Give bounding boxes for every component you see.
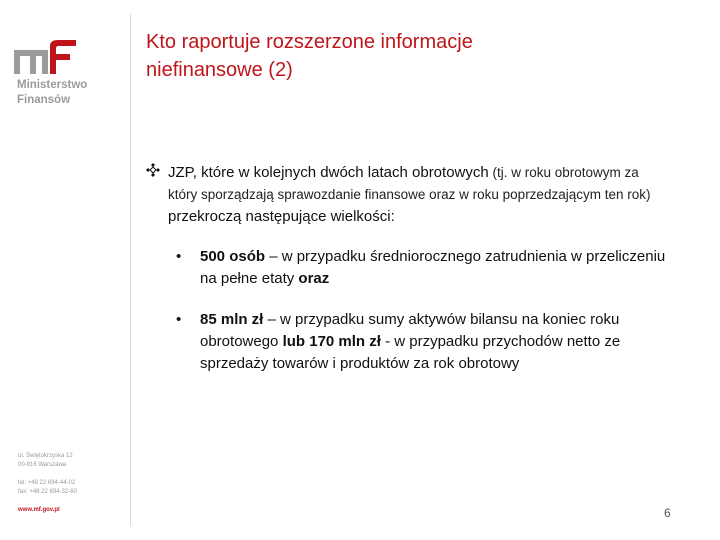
fax-line: fax: +48 22 694-32-60 xyxy=(18,489,77,495)
slide-title-line1: Kto raportuje rozszerzone informacje xyxy=(146,31,473,53)
sidebar-divider xyxy=(130,14,131,526)
intro-tail: przekroczą następujące wielkości: xyxy=(168,208,395,225)
contact-block xyxy=(18,452,77,497)
intro-lead: JZP, które w kolejnych dwóch latach obrotowych xyxy=(168,164,489,181)
address-line1: ul. Świętokrzyska 12 xyxy=(18,453,73,459)
threshold-employees: 500 osób xyxy=(200,248,266,265)
conjunction-oraz: oraz xyxy=(298,270,330,287)
slide-title xyxy=(146,28,666,84)
threshold-assets: 85 mln zł xyxy=(200,311,264,328)
sub-bullet-assets-text xyxy=(200,309,670,375)
sub-bullet-employment-text xyxy=(200,246,670,290)
ministry-name xyxy=(17,78,87,108)
address-line2: 00-916 Warszawa xyxy=(18,462,67,468)
slide-title-line2: niefinansowe (2) xyxy=(146,59,293,81)
main-bullet-text xyxy=(168,162,668,228)
intro-parenthetical: (tj. w roku obrotowym za który sporządzają sprawozdanie finansowe oraz w roku poprzedzającym ten rok) xyxy=(168,165,651,202)
bullet-dot-icon: • xyxy=(176,311,182,328)
revenue-description: - w przypadku przychodów netto ze sprzedaży towarów i produktów za rok obrotowy xyxy=(200,333,621,372)
employment-description: – w przypadku średniorocznego zatrudnienia w przeliczeniu na pełne etaty xyxy=(200,248,666,287)
ministry-name-line2: Finansów xyxy=(17,94,71,106)
page-number: 6 xyxy=(664,506,671,520)
diamond-bullet-icon xyxy=(146,163,160,177)
assets-description: – w przypadku sumy aktywów bilansu na koniec roku obrotowego xyxy=(200,311,620,350)
bullet-dot-icon: • xyxy=(176,248,182,265)
sidebar xyxy=(0,0,130,540)
threshold-revenue: lub 170 mln zł xyxy=(282,333,381,350)
ministry-logo-icon xyxy=(14,40,80,74)
phone-line: tel: +48 22 694-44-02 xyxy=(18,480,76,486)
ministry-name-line1: Ministerstwo xyxy=(17,79,88,91)
website-link[interactable]: www.mf.gov.pl xyxy=(18,507,60,513)
